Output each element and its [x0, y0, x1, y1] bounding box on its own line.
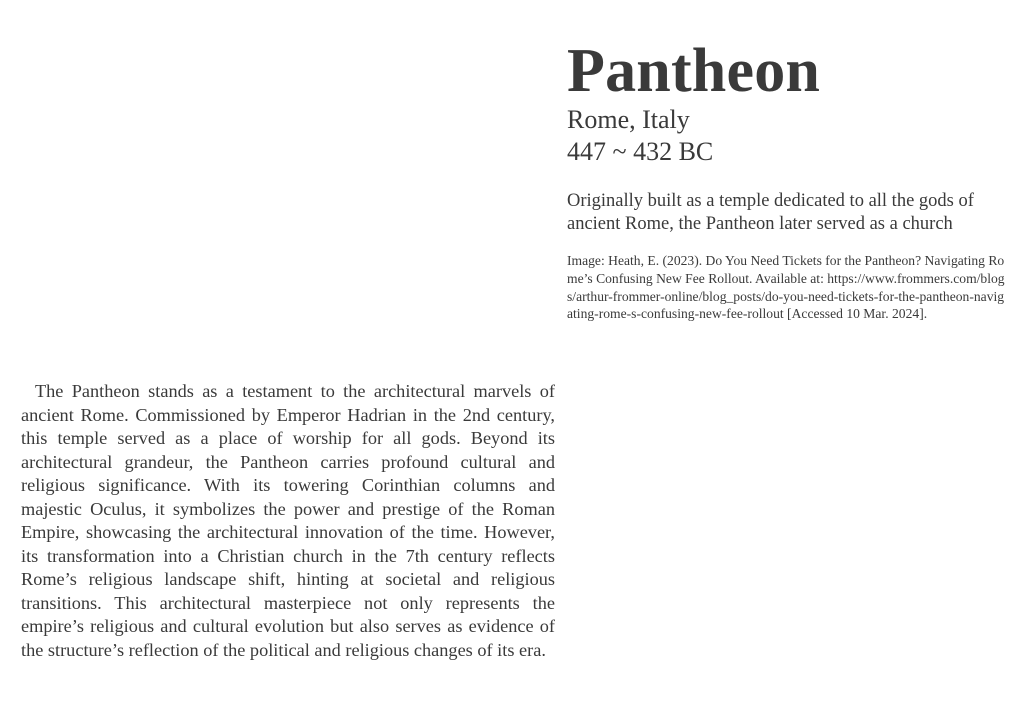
image-citation: Image: Heath, E. (2023). Do You Need Tickets for the Pantheon? Navigating Rome’s Confusing New Fee Rollout. Available at: https://www.frommers.com/blogs/arthur-frommer-online/blog_posts/do-you-need-tickets-for-the-pantheon-navigating-rome-s-confusing-new-fee-rollout [Accessed 10 Mar. 2024].	[567, 253, 1005, 322]
image-placeholder	[0, 0, 545, 360]
date-text: 447 ~ 432 BC	[567, 137, 714, 166]
location-text: Rome, Italy	[567, 105, 690, 134]
image-caption: Originally built as a temple dedicated to all the gods of ancient Rome, the Pantheon later served as a church	[567, 191, 974, 234]
monument-info	[567, 38, 1007, 323]
page-title: Pantheon	[567, 37, 821, 105]
article-body: The Pantheon stands as a testament to the architectural marvels of ancient Rome. Commissioned by Emperor Hadrian in the 2nd century, this temple served as a place of worship for all gods. Beyond its architectural grandeur, the Pantheon carries profound cultural and religious significance. With its towering Corinthian columns and majestic Oculus, it symbolizes the power and prestige of the Roman Empire, showcasing the architectural innovation of the time. However, its transformation into a Christian church in the 7th century reflects Rome’s religious landscape shift, hinting at societal and religious transitions. This architectural masterpiece not only represents the empire’s religious and cultural evolution but also serves as evidence of the structure’s reflection of the political and religious changes of its era.	[21, 381, 555, 660]
